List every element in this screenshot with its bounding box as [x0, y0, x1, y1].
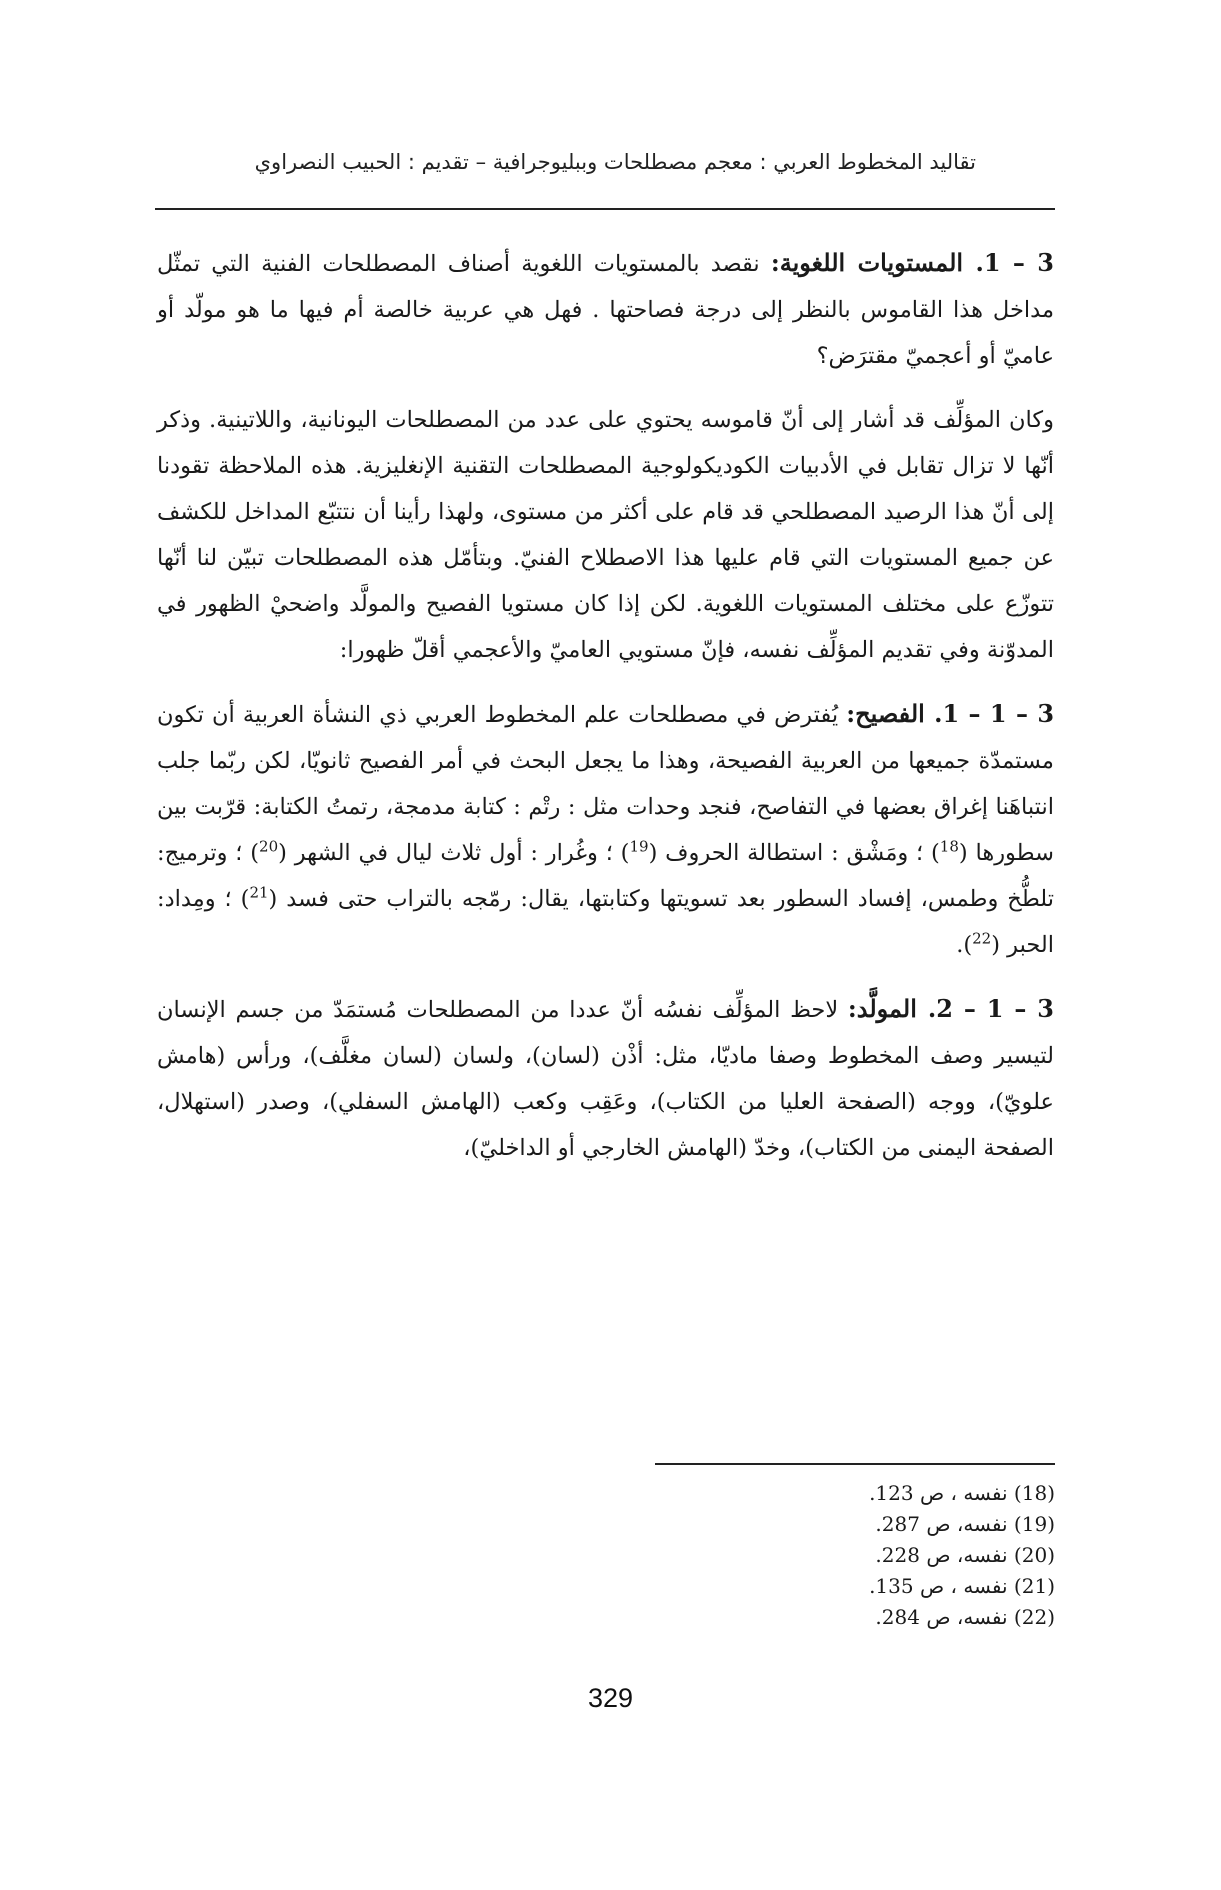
- footnote: (19) نفسه، ص 287.: [875, 1512, 1055, 1536]
- footnote-ref: 21: [249, 883, 269, 902]
- paragraph-text: ) ؛ ومَشْق : استطالة الحروف (: [648, 840, 940, 866]
- paragraph-text: ) ؛ وغُرار : أول ثلاث ليال في الشهر (: [278, 840, 630, 866]
- paragraph-text: يُفترض في مصطلحات علم المخطوط العربي ذي النشأة العربية أن تكون مستمدّة جميعها من العربية الفصيحة، وهذا ما يجعل البحث في أمر الفصيح ثانويّا، لكن ربّما جلب انتباهَنا إغراق بعضها في التفاصح، فنجد وحدات مثل : رتْم : كتابة مدمجة، رتمتُ الكتابة: قرّبت بين سطورها (: [157, 702, 1054, 866]
- paragraph-text: وكان المؤلِّف قد أشار إلى أنّ قاموسه يحتوي على عدد من المصطلحات اليونانية، واللاتينية. وذكر أنّها لا تزال تقابل في الأدبيات الكوديكولوجية المصطلحات التقنية الإنغليزية. هذه الملاحظة تقودنا إلى أنّ هذا الرصيد المصطلحي قد قام على أكثر من مستوى، ولهذا رأينا أن نتتبّع المداخل للكشف عن جميع المستويات التي قام عليها هذا الاصطلاح الفنيّ. وبتأمّل هذه المصطلحات تبيّن لنا أنّها تتوزّع على مختلف المستويات اللغوية. لكن إذا كان مستويا الفصيح والمولَّد واضحيْ الظهور في المدوّنة وفي تقديم المؤلِّف نفسه، فإنّ مستويي العاميّ والأعجمي أقلّ ظهورا:: [157, 407, 1054, 663]
- footnote: (20) نفسه، ص 228.: [875, 1543, 1055, 1567]
- paragraph-text: ) ؛ وترميج: تلطُّخ وطمس، إفساد السطور بعد تسويتها وكتابتها، يقال: رمّجه بالتراب حتى فسد (: [157, 840, 1054, 912]
- section-heading: 3 – 1. المستويات اللغوية:: [770, 248, 1054, 277]
- paragraph-intro: [157, 397, 1054, 673]
- footnotes: [655, 1478, 1055, 1633]
- footnote: (18) نفسه ، ص 123.: [869, 1481, 1055, 1505]
- section-heading: 3 – 1 – 2. المولَّد:: [847, 994, 1054, 1023]
- footnote-ref: 18: [939, 837, 959, 856]
- paragraph-fasih: [157, 691, 1054, 968]
- footnote-ref: 19: [629, 837, 649, 856]
- footnote-rule: [655, 1463, 1055, 1465]
- paragraph-text: ) ؛ ومِداد: الحبر (: [157, 886, 1054, 958]
- page-number: 329: [587, 1683, 634, 1713]
- paragraph-linguistic-levels: [157, 240, 1054, 379]
- footnote-ref: 22: [972, 929, 992, 948]
- footnote-ref: 20: [259, 837, 279, 856]
- header-rule: [155, 208, 1055, 210]
- footnote: (21) نفسه ، ص 135.: [869, 1574, 1055, 1598]
- running-header: تقاليد المخطوط العربي : معجم مصطلحات وببليوجرافية – تقديم : الحبيب النصراوي: [254, 150, 976, 174]
- paragraph-text: ).: [956, 932, 973, 958]
- paragraph-text: لاحظ المؤلِّف نفسُه أنّ عددا من المصطلحات مُستمَدّ من جسم الإنسان لتيسير وصف المخطوط وصفا ماديّا، مثل: أذْن (لسان)، ولسان (لسان مغلَّف)، ورأس (هامش علويّ)، ووجه (الصفحة العليا من الكتاب)، وعَقِب وكعب (الهامش السفلي)، وصدر (استهلال، الصفحة اليمنى من الكتاب)، وخدّ (الهامش الخارجي أو الداخليّ)،: [157, 997, 1054, 1161]
- body-text: [157, 240, 1054, 1189]
- section-heading: 3 – 1 – 1. الفصيح:: [846, 699, 1055, 728]
- footnote: (22) نفسه، ص 284.: [875, 1605, 1055, 1629]
- paragraph-muwallad: [157, 986, 1054, 1171]
- paragraph-text: نقصد بالمستويات اللغوية أصناف المصطلحات الفنية التي تمثّل مداخل هذا القاموس بالنظر إلى درجة فصاحتها . فهل هي عربية خالصة أم فيها ما هو مولّد أو عاميّ أو أعجميّ مقترَض؟: [157, 251, 1054, 369]
